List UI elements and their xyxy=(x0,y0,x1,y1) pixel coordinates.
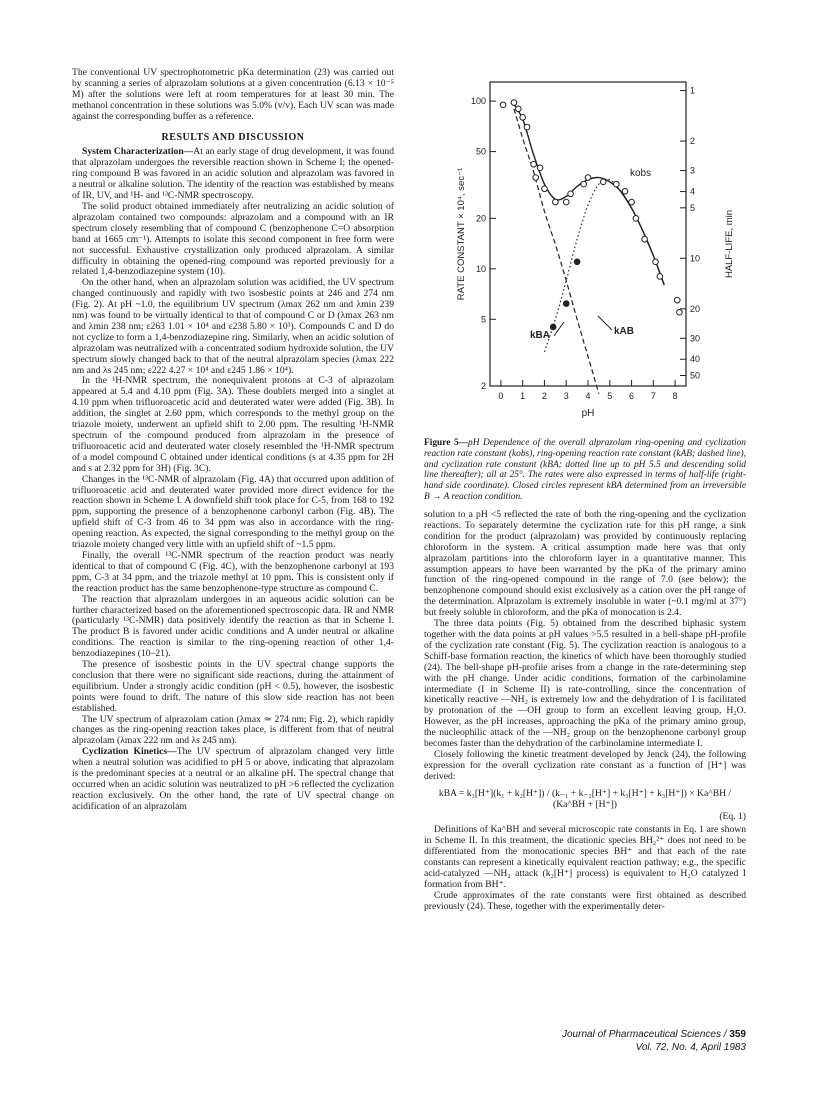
kobs-point xyxy=(633,216,639,222)
kab-curve xyxy=(512,101,599,394)
paragraph: Changes in the ¹³C-NMR of alprazolam (Fig. 4A) that occurred upon addition of trifluoroacetic acid and deuterated water provided more direct evidence for the reaction shown in Scheme I. A downfield shift took place for C-5, from 168 to 192 ppm, supporting the presence of a benzophenone carbonyl carbon (Fig. 4B). The upfield shift of C-3 from 46 to 34 ppm was also in accordance with the ring-opening reaction. As expected, the signal corresponding to the methyl group on the triazole moiety changed very little with an upfield shift of ~1.5 ppm. xyxy=(72,473,394,551)
x-tick-label: 8 xyxy=(672,391,678,401)
x-tick-label: 2 xyxy=(541,391,547,401)
kobs-point xyxy=(516,106,522,112)
kobs-label: kobs xyxy=(630,168,652,179)
kobs-point xyxy=(563,199,569,205)
y2-tick-label: 3 xyxy=(690,165,696,176)
figure-caption xyxy=(424,438,746,503)
x-tick-label: 3 xyxy=(563,391,569,401)
x-tick-label: 0 xyxy=(498,391,504,401)
y-tick-label: 2 xyxy=(480,381,486,391)
kobs-point xyxy=(524,124,530,130)
x-tick-label: 1 xyxy=(520,391,526,401)
kobs-point xyxy=(585,175,591,181)
curves-layer xyxy=(512,101,664,394)
y-tick-label: 100 xyxy=(470,96,486,107)
equation-1: kBA = k₃[H⁺](k₁ + k₂[H⁺]) / (k₋₁ + k₋₂[H⁺] + k₃[H⁺] + k₃[H⁺]) × Ka^BH / (Ka^BH + [H⁺]) xyxy=(438,787,732,810)
equation-number: (Eq. 1) xyxy=(719,811,746,823)
kBA-point xyxy=(563,301,569,307)
kobs-point xyxy=(677,310,683,316)
paragraph: The three data points (Fig. 5) obtained from the described biphasic system together with the data points at pH values >5.5 resulted in a bell-shape pH-profile of the cyclization rate constant (Fig. 5). The cyclization reaction is analogous to a Schiff-base formation reaction, the kinetics of which have been thoroughly studied (24). The bell-shape pH-profile arises from a change in the rate-determining step with the pH change. Under acidic conditions, formation of the carbinolamine intermediate (I in Scheme II) is rate-controlling, since the concentration of kinetically reactive —NH₂ is extremely low and the dehydration of I is facilitated by protonation of the —OH group to form an excellent leaving group, H₂O. However, as the pH increases, approaching the pKa of the primary amino group, the nucleophilic attack of the —NH₂ group on the benzophenone carbonyl group becomes faster than the dehydration of the carbinolamine intermediate I. xyxy=(424,618,746,750)
cyclization-subheading: Cyclization Kinetics— xyxy=(82,746,177,758)
kobs-point xyxy=(674,297,680,303)
left-column xyxy=(72,68,394,813)
page-number: 359 xyxy=(729,1029,746,1040)
kobs-point xyxy=(542,186,548,192)
kobs-point xyxy=(629,199,635,205)
y2-tick-label: 10 xyxy=(690,253,701,264)
journal-footer xyxy=(560,1028,746,1054)
system-paragraph xyxy=(72,147,394,202)
y2-tick-label: 5 xyxy=(690,202,696,213)
caption-text: pH Dependence of the overall alprazolam ring-opening and cyclization reaction rate constant (kobs), ring-opening reaction rate constant (kAB; dashed line), and cyclization rate constant (kBA; dotted line up to pH 5.5 and descending solid line thereafter); all at 25°. The rates were also expressed in terms of half-life (right-hand side coordinate). Closed circles represent kBA determined from an irreversible B → A reaction condition. xyxy=(424,438,746,502)
y2-tick-label: 4 xyxy=(690,186,696,197)
y2-tick-label: 50 xyxy=(690,370,701,381)
kobs-point xyxy=(614,181,620,187)
section-heading: RESULTS AND DISCUSSION xyxy=(161,131,305,143)
y-tick-label: 10 xyxy=(475,263,486,274)
y-tick-label: 20 xyxy=(475,213,486,224)
kobs-point xyxy=(511,100,517,106)
paragraph: In the ¹H-NMR spectrum, the nonequivalent protons at C-3 of alprazolam appeared at 5.4 and 4.10 ppm (Fig. 3A). These doublets merged into a singlet at 4.10 ppm when trifluoroacetic acid and deuterated water were added (Fig. 3B). In addition, the singlet at 2.60 ppm, which corresponds to the methyl group on the triazole moiety, underwent an upfield shift to 2.00 ppm. The resulting ¹H-NMR spectrum of the compound produced from alprazolam in the presence of trifluoroacetic acid and deuterated water closely resembled the ¹H-NMR spectrum of a model compound C obtained under identical conditions (s at 4.35 ppm for 2H and s at 2.32 ppm for 3H) (Fig. 3C). xyxy=(72,375,394,474)
paragraph: solution to a pH <5 reflected the rate of both the ring-opening and the cyclization reactions. To separately determine the cyclization rate for this pH range, a sink condition for the product (alprazolam) was provided by continuously replacing chloroform in the system. A critical assumption made here was that only alprazolam partitions into the chloroform layer in a quantitative manner. This assumption appears to have been warranted by the pKa of the primary amino function of the ring-opened compound in the range of 7.0 (see below); the benzophenone compound should exist exclusively as a cation over the pH range of the determination. Alprazolam is extremely insoluble in water (~0.1 mg/ml at 37°) but freely soluble in chloroform, and the pKa of monocation is 2.4. xyxy=(424,509,746,619)
kobs-point xyxy=(568,191,574,197)
caption-label: Figure 5— xyxy=(424,438,469,448)
kobs-point xyxy=(537,165,543,171)
figure-5 xyxy=(424,64,746,434)
y2-axis-label: HALF-LIFE, min xyxy=(724,209,735,279)
x-tick-label: 4 xyxy=(585,391,591,401)
paragraph: Crude approximates of the rate constants were first obtained as described previously (24). These, together with the experimentally deter- xyxy=(424,889,746,912)
cyclization-paragraph xyxy=(72,747,394,812)
y2-ticks xyxy=(680,86,700,381)
system-subheading: System Characterization— xyxy=(82,146,194,158)
y2-tick-label: 20 xyxy=(690,303,701,314)
kobs-point xyxy=(531,161,537,167)
kBA-point xyxy=(550,324,556,330)
intro-paragraph: The conventional UV spectrophotometric pKa determination (23) was carried out by scanning a series of alprazolam solutions at a given concentration (6.13 × 10⁻⁵ M) after the solutions were left at room temperatures for at least 30 min. The methanol concentration in these solutions was 5.0% (v/v). Each UV scan was made against the corresponding buffer as a reference. xyxy=(72,67,394,122)
x-tick-label: 5 xyxy=(607,391,613,401)
kobs-point xyxy=(520,115,526,121)
paragraph: The solid product obtained immediately after neutralizing an acidic solution of alprazolam contained two compounds: alprazolam and a compound with an IR spectrum closely resembling that of compound C (benzophenone C=O absorption band at 1665 cm⁻¹). Attempts to isolate this second component in free form were not successful. Exhaustive crystallization only produced alprazolam. A similar difficulty in obtaining the opened-ring compound was reported previously for a related 1,4-benzodiazepine system (10). xyxy=(72,200,394,278)
kobs-point xyxy=(533,175,539,181)
kab-label: kAB xyxy=(614,326,635,337)
cyclization-text: The UV spectrum of alprazolam changed very little when a neutral solution was acidified to pH 5 or above, indicating that alprazolam is the predominant species at a neutral or an alkaline pH. The spectral change that occurred when an acidic solution was neutralized to pH >6 reflected the cyclization reaction exclusively. On the other hand, the rate of UV spectral change on acidification of an alprazolam xyxy=(72,746,394,812)
paragraph: Closely following the kinetic treatment developed by Jenck (24), the following expression for the overall cyclization rate constant as a function of [H⁺] was derived: xyxy=(424,748,746,782)
y2-tick-label: 30 xyxy=(690,333,701,344)
y2-tick-label: 2 xyxy=(690,136,696,147)
kobs-curve xyxy=(512,101,664,285)
paragraph: The UV spectrum of alprazolam cation (λmax ≃ 274 nm; Fig. 2), which rapidly changes as the ring-opening reaction takes place, is different from that of neutral alprazolam (λmax 222 nm and λs 245 nm). xyxy=(72,713,394,747)
y-ticks xyxy=(471,96,496,391)
kobs-point xyxy=(581,181,587,187)
y2-tick-label: 40 xyxy=(690,354,701,365)
paragraph: Finally, the overall ¹³C-NMR spectrum of the reaction product was nearly identical to that of compound C (Fig. 4C), with the benzophenone carbonyl at 193 ppm, C-3 at 34 ppm, and the triazole methyl at 10 ppm. This is consistent only if the reaction product has the same benzophenone-type structure as compound C. xyxy=(72,549,394,594)
kobs-point xyxy=(642,236,648,242)
kobs-point xyxy=(622,188,628,194)
kBA-point xyxy=(574,259,580,265)
paragraph: The reaction that alprazolam undergoes in an aqueous acidic solution can be further characterized based on the aforementioned spectroscopic data. IR and NMR (particularly ¹³C-NMR) data positively identify the reaction as that in Scheme I. The product B is favored under acidic conditions and A under neutral or alkaline conditions. The reaction is similar to the ring-opening reaction of other 1,4-benzodiazepines (10–21). xyxy=(72,593,394,660)
right-column xyxy=(424,510,746,913)
x-ticks xyxy=(498,380,677,401)
journal-issue: Vol. 72, No. 4, April 1983 xyxy=(635,1042,746,1053)
journal-line xyxy=(560,1028,746,1041)
x-tick-label: 7 xyxy=(650,391,656,401)
x-tick-label: 6 xyxy=(629,391,635,401)
rate-chart xyxy=(424,64,746,434)
kobs-point xyxy=(600,179,606,185)
kab-pointer xyxy=(598,316,612,330)
y-tick-label: 50 xyxy=(475,146,486,157)
y-axis-label: RATE CONSTANT × 10⁴, sec⁻¹ xyxy=(456,167,467,301)
y-tick-label: 5 xyxy=(480,314,486,325)
paragraph: On the other hand, when an alprazolam solution was acidified, the UV spectrum changed continuously and rapidly with two isosbestic points at 246 and 274 nm (Fig. 2). At pH ~1.0, the equilibrium UV spectrum (λmax 262 nm and λmin 239 nm) was found to be virtually identical to that of compound C or D (λmax 263 nm and λmin 238 nm; ε263 1.01 × 10⁴ and ε238 5.80 × 10³). Compounds C and D do not cyclize to form a 1,4-benzodiazepine ring. Similarly, when an acidic solution of alprazolam was neutralized with a concentrated sodium hydroxide solution, the UV spectrum slowly changed back to that of the neutral alprazolam species (λmax 222 nm and λs 245 nm; ε222 4.27 × 10⁴ and ε245 1.86 × 10⁴). xyxy=(72,277,394,376)
kobs-point xyxy=(653,259,659,265)
system-text: At an early stage of drug development, it was found that alprazolam undergoes the reversible reaction shown in Scheme I; the opened-ring compound B was favored in an acidic solution and alprazolam was favored in a neutral or alkaline solution. The identity of the reaction was established by means of IR, UV, and ¹H- and ¹³C-NMR spectroscopy. xyxy=(72,146,394,202)
x-axis-label: pH xyxy=(581,408,595,419)
journal-name: Journal of Pharmaceutical Sciences / xyxy=(562,1029,730,1040)
y2-tick-label: 1 xyxy=(690,85,696,96)
kba-label: kBA xyxy=(530,330,551,341)
kobs-point xyxy=(657,274,663,280)
kobs-point xyxy=(553,199,559,205)
kobs-point xyxy=(500,102,506,108)
paragraph: The presence of isosbestic points in the UV spectral change supports the conclusion that there were no significant side reactions, during the attainment of equilibrium. Under a strongly acidic condition (pH < 0.5), however, the isosbestic points were found to drift. The nature of this slow side reaction has not been established. xyxy=(72,659,394,714)
paragraph: Definitions of Ka^BH and several microscopic rate constants in Eq. 1 are shown in Scheme II. In this treatment, the dicationic species BH₂²⁺ does not need to be differentiated from the monocationic species BH⁺ and that each of the rate constants can represent a kinetically equivalent reaction pathway; e.g., the specific acid-catalyzed —NH₂ attack (k₂[H⁺] process) is equivalent to H₂O catalyzed I formation from BH⁺. xyxy=(424,824,746,890)
